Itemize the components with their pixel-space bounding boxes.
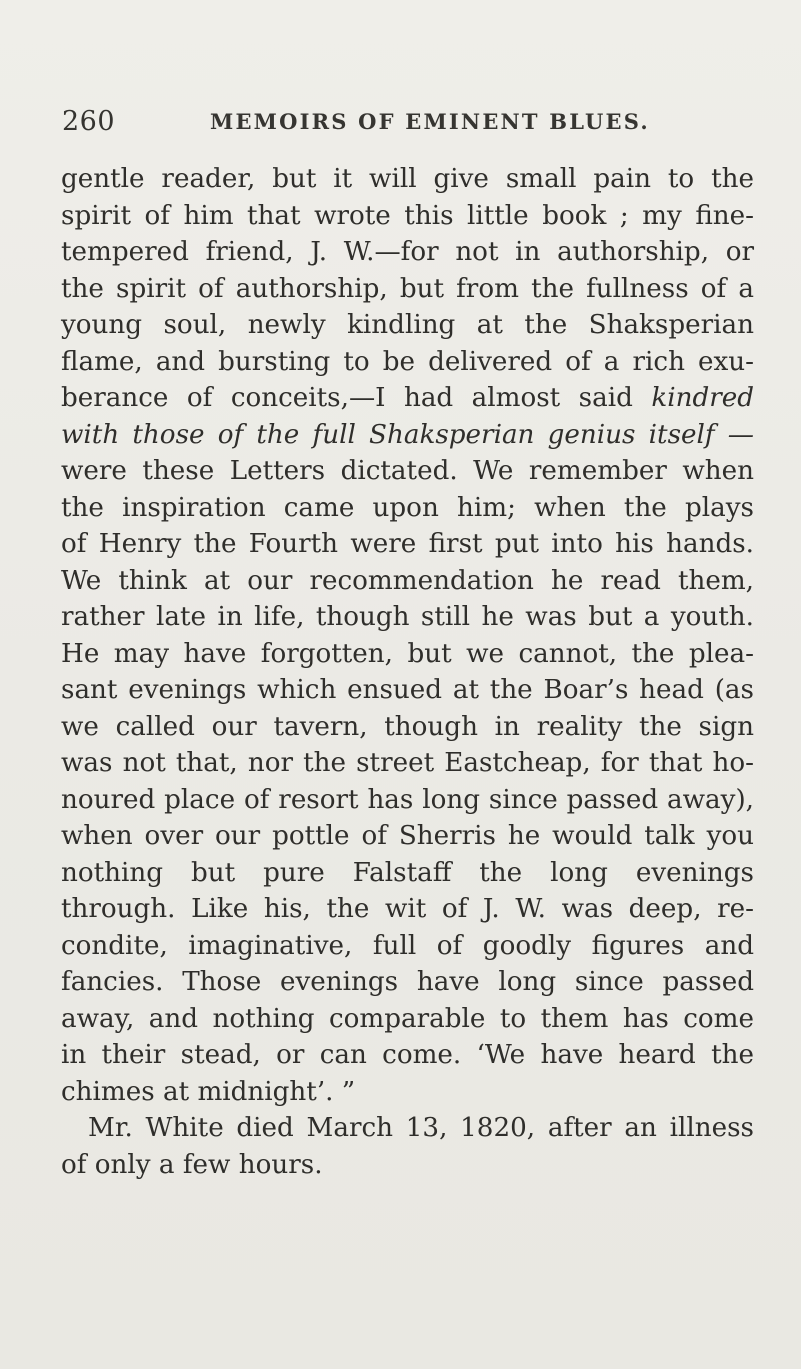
text-line: sant evenings which ensued at the Boar’s head (as <box>61 675 754 705</box>
text-line: away, and nothing comparable to them has come <box>61 1003 754 1034</box>
text-line: was not that, nor the street Eastcheap, for that ho- <box>61 748 754 778</box>
text-line: of only a few hours. <box>61 1149 323 1180</box>
text-line: We think at our recommendation he read them, <box>61 565 754 596</box>
text-line: noured place of resort has long since passed away), <box>61 784 754 815</box>
text-line: spirit of him that wrote this little book ; my fine- <box>61 200 754 231</box>
text-line: when over our pottle of Sherris he would talk you <box>61 821 754 851</box>
text-line: young soul, newly kindling at the Shaksperian <box>61 310 754 340</box>
text-line: gentle reader, but it will give small pain to the <box>61 164 754 194</box>
text-fragment: berance of conceits,—I had almost said <box>61 383 652 413</box>
running-head: MEMOIRS OF EMINENT BLUES. <box>210 109 650 134</box>
text-line: He may have forgotten, but we cannot, the plea- <box>61 638 754 669</box>
page-number: 260 <box>62 106 116 137</box>
text-line: nothing but pure Falstaff the long evenings <box>61 857 754 888</box>
text-line: rather late in life, though still he was but a youth. <box>61 602 754 632</box>
text-line: fancies. Those evenings have long since passed <box>61 967 754 997</box>
text-line-italic <box>61 417 754 454</box>
italic-word: kindred <box>651 383 754 413</box>
page-header <box>60 106 760 136</box>
text-line: the inspiration came upon him; when the plays <box>61 492 754 523</box>
text-line: chimes at midnight’. ” <box>61 1076 356 1107</box>
text-line: of Henry the Fourth were first put into his hands. <box>61 529 754 559</box>
body-text <box>61 161 754 1183</box>
text-line: tempered friend, J. W.—for not in authorship, or <box>61 237 754 267</box>
text-line: in their stead, or can come. ‘We have heard the <box>61 1040 754 1070</box>
text-line: Mr. White died March 13, 1820, after an illness <box>88 1113 754 1143</box>
italic-phrase: with those of the full Shaksperian genius itself — <box>61 419 754 450</box>
text-line: through. Like his, the wit of J. W. was deep, re- <box>61 894 754 924</box>
text-line: we called our tavern, though in reality the sign <box>61 711 754 742</box>
text-line: flame, and bursting to be delivered of a rich exu- <box>61 346 754 377</box>
text-line: the spirit of authorship, but from the fullness of a <box>61 273 754 304</box>
text-line <box>61 380 754 417</box>
text-line: were these Letters dictated. We remember when <box>61 456 754 486</box>
text-line: condite, imaginative, full of goodly figures and <box>61 930 754 961</box>
